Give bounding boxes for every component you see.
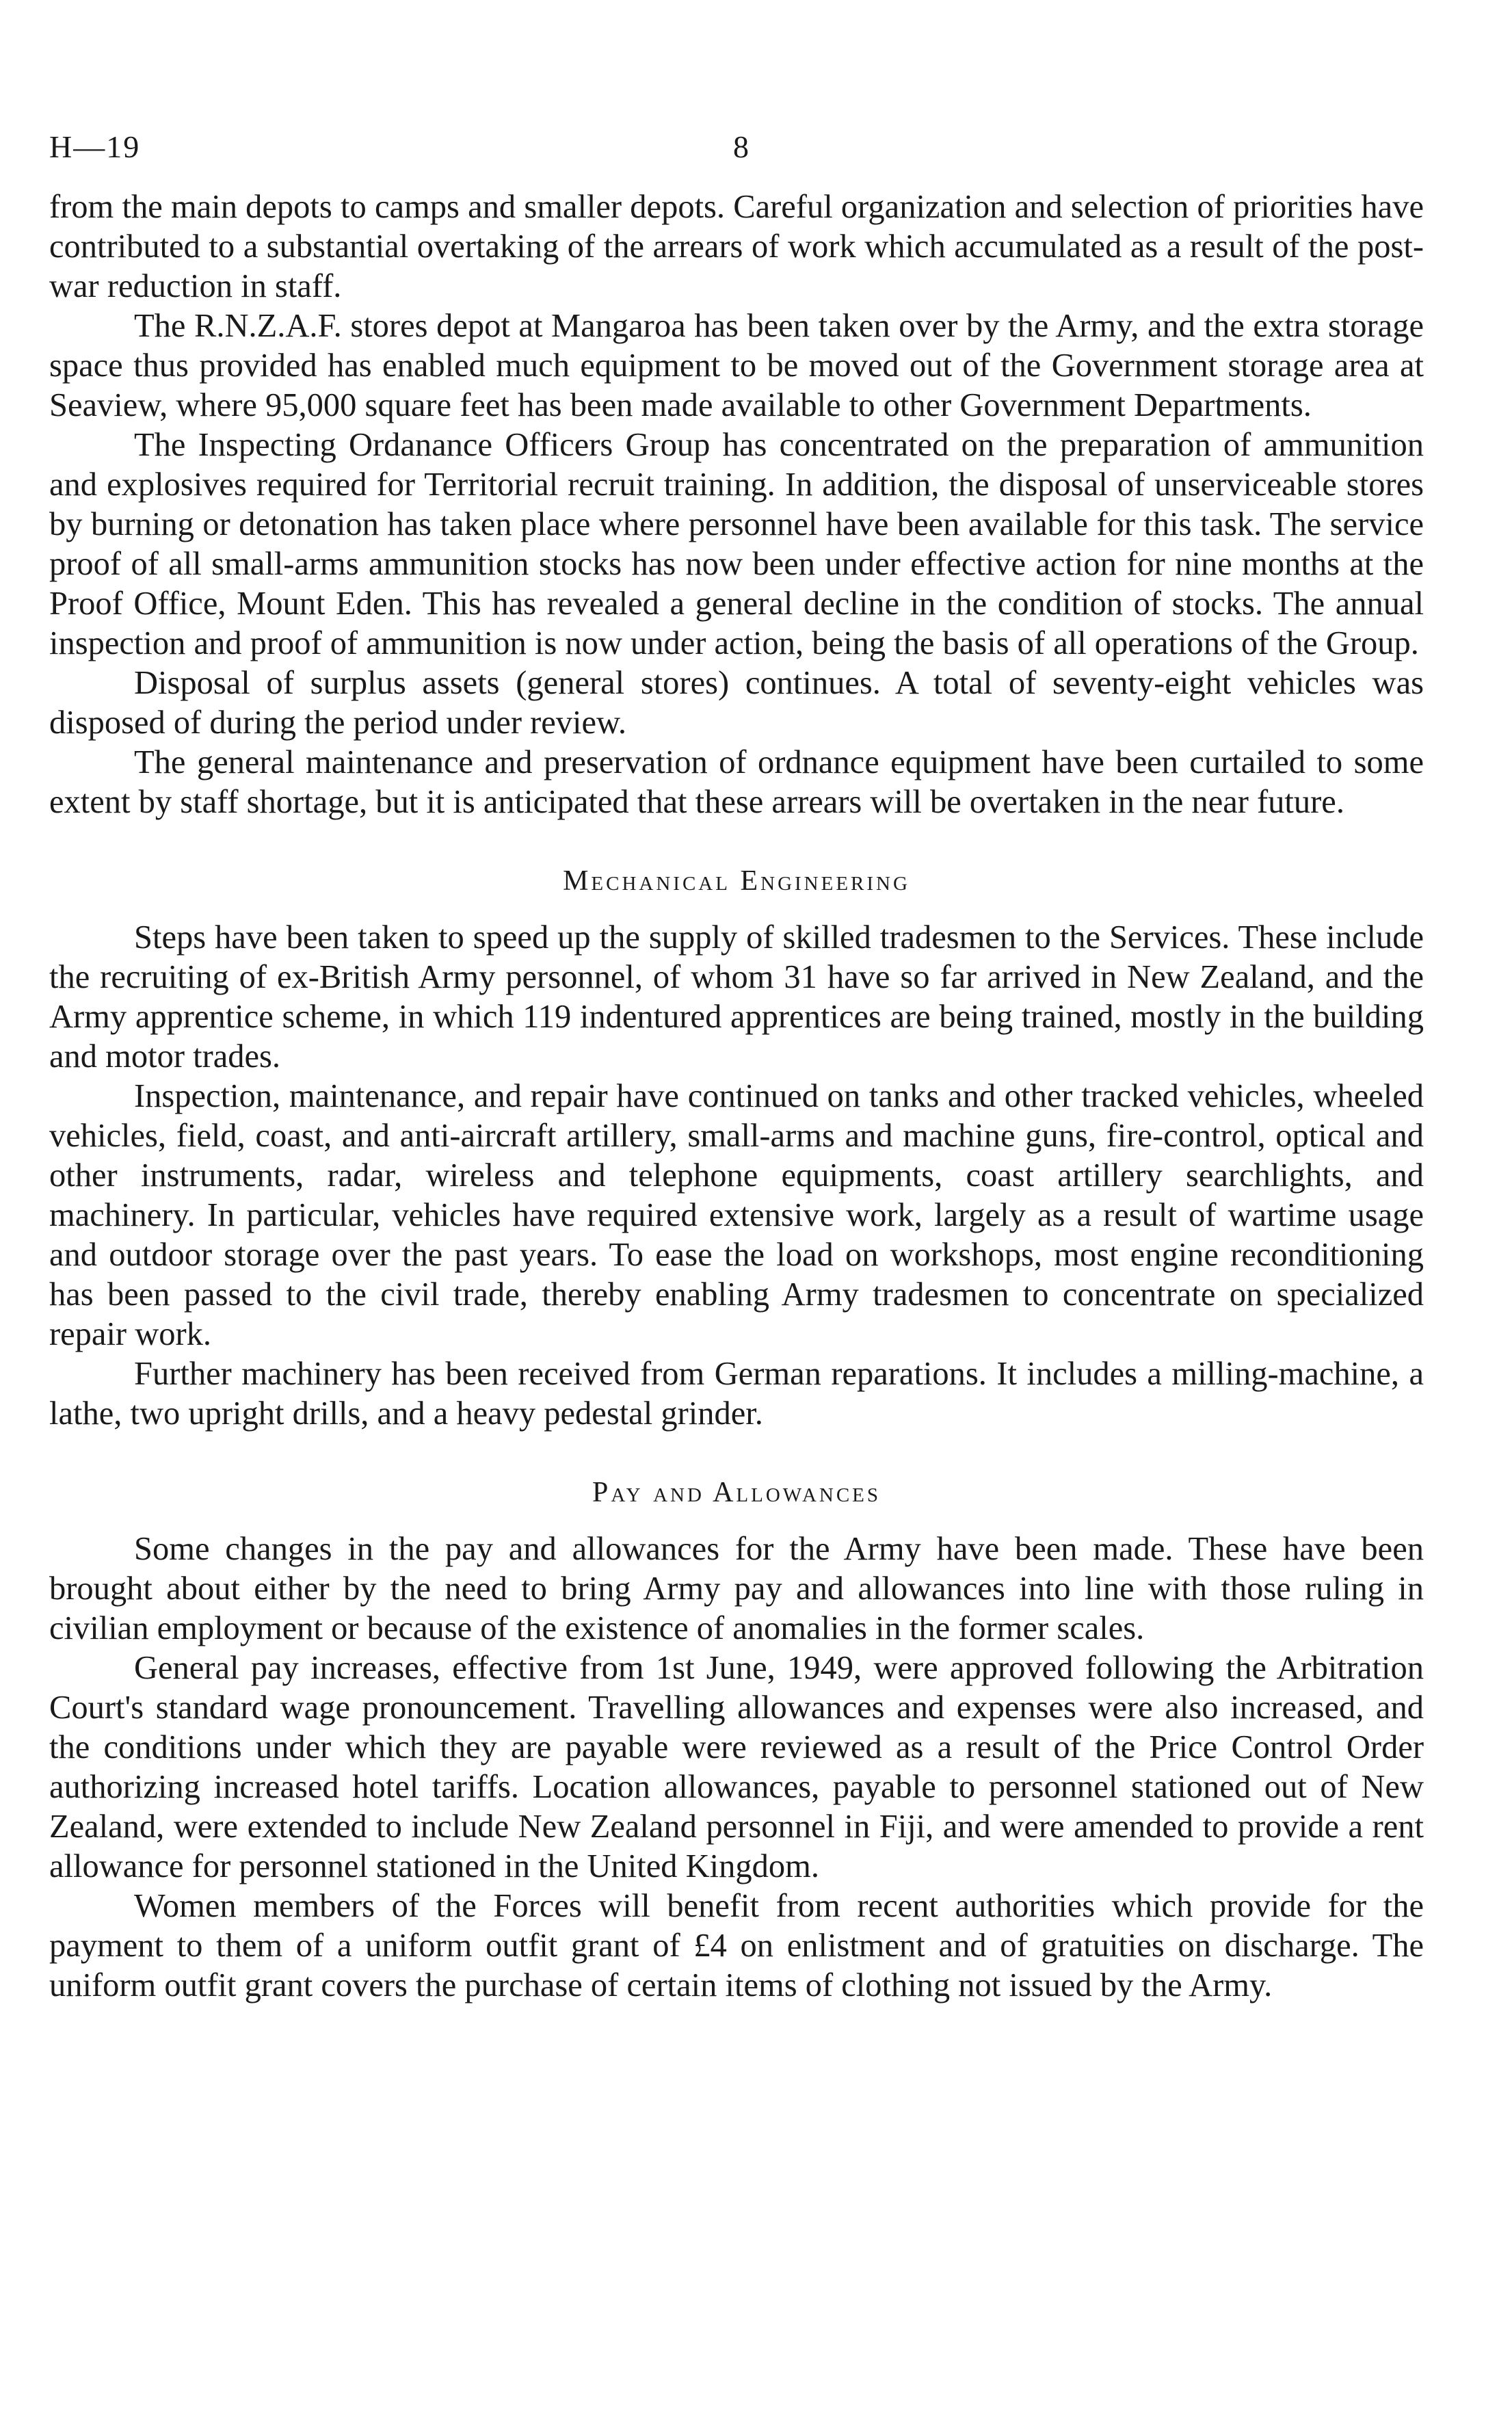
paragraph: The general maintenance and preservation of ordnance equipment have been curtailed to some extent by staff shortage, but it is anticipated that these arrears will be overtaken in the near future.: [49, 744, 1424, 820]
document-reference: H—19: [49, 129, 141, 164]
section-heading-pay-and-allowances: Pay and Allowances: [592, 1477, 881, 1508]
paragraph: Further machinery has been received from German reparations. It includes a milling-machine, a lathe, two upright drills, and a heavy pedestal grinder.: [49, 1356, 1424, 1432]
paragraph: The R.N.Z.A.F. stores depot at Mangaroa has been taken over by the Army, and the extra storage space thus provided has enabled much equipment to be moved out of the Government storage area at Seaview, where 95,000 square feet has been made available to other Government Departments.: [49, 308, 1424, 423]
section-heading-mechanical-engineering: Mechanical Engineering: [563, 865, 910, 897]
paragraph: General pay increases, effective from 1st June, 1949, were approved following the Arbitration Court's standard wage pronouncement. Travelling allowances and expenses were also increased, and the conditions under which they are payable were reviewed as a result of the Price Control Order authorizing increased hotel tariffs. Location allowances, payable to personnel stationed out of New Zealand, were extended to include New Zealand personnel in Fiji, and were amended to provide a rent allowance for personnel stationed in the United Kingdom.: [49, 1650, 1424, 1884]
paragraph: from the main depots to camps and smaller depots. Careful organization and selection of priorities have contributed to a substantial overtaking of the arrears of work which accumulated as a result of the post-war reduction in staff.: [49, 189, 1424, 304]
paragraph: Inspection, maintenance, and repair have continued on tanks and other tracked vehicles, wheeled vehicles, field, coast, and anti-aircraft artillery, small-arms and machine guns, fire-control, optical and other instruments, radar, wireless and telephone equipments, coast artillery searchlights, and machinery. In particular, vehicles have required extensive work, largely as a result of wartime usage and outdoor storage over the past years. To ease the load on workshops, most engine reconditioning has been passed to the civil trade, thereby enabling Army tradesmen to concentrate on specialized repair work.: [49, 1078, 1424, 1352]
body-text: [49, 187, 1424, 2006]
paragraph: Some changes in the pay and allowances for the Army have been made. These have been brought about either by the need to bring Army pay and allowances into line with those ruling in civilian employment or because of the existence of anomalies in the former scales.: [49, 1531, 1424, 1646]
paragraph: The Inspecting Ordanance Officers Group has concentrated on the preparation of ammunition and explosives required for Territorial recruit training. In addition, the disposal of unserviceable stores by burning or detonation has taken place where personnel have been available for this task. The service proof of all small-arms ammunition stocks has now been under effective action for nine months at the Proof Office, Mount Eden. This has revealed a general decline in the condition of stocks. The annual inspection and proof of ammunition is now under action, being the basis of all operations of the Group.: [49, 427, 1424, 661]
paragraph: Steps have been taken to speed up the supply of skilled tradesmen to the Services. These include the recruiting of ex-British Army personnel, of whom 31 have so far arrived in New Zealand, and the Army apprentice scheme, in which 119 indentured apprentices are being trained, mostly in the building and motor trades.: [49, 919, 1424, 1075]
page-header: [49, 109, 1424, 171]
document-page: [49, 109, 1424, 2006]
paragraph: Disposal of surplus assets (general stores) continues. A total of seventy-eight vehicles was disposed of during the period under review.: [49, 665, 1424, 741]
page-number: 8: [733, 129, 749, 164]
paragraph: Women members of the Forces will benefit from recent authorities which provide for the payment to them of a uniform outfit grant of £4 on enlistment and of gratuities on discharge. The uniform outfit grant covers the purchase of certain items of clothing not issued by the Army.: [49, 1888, 1424, 2003]
